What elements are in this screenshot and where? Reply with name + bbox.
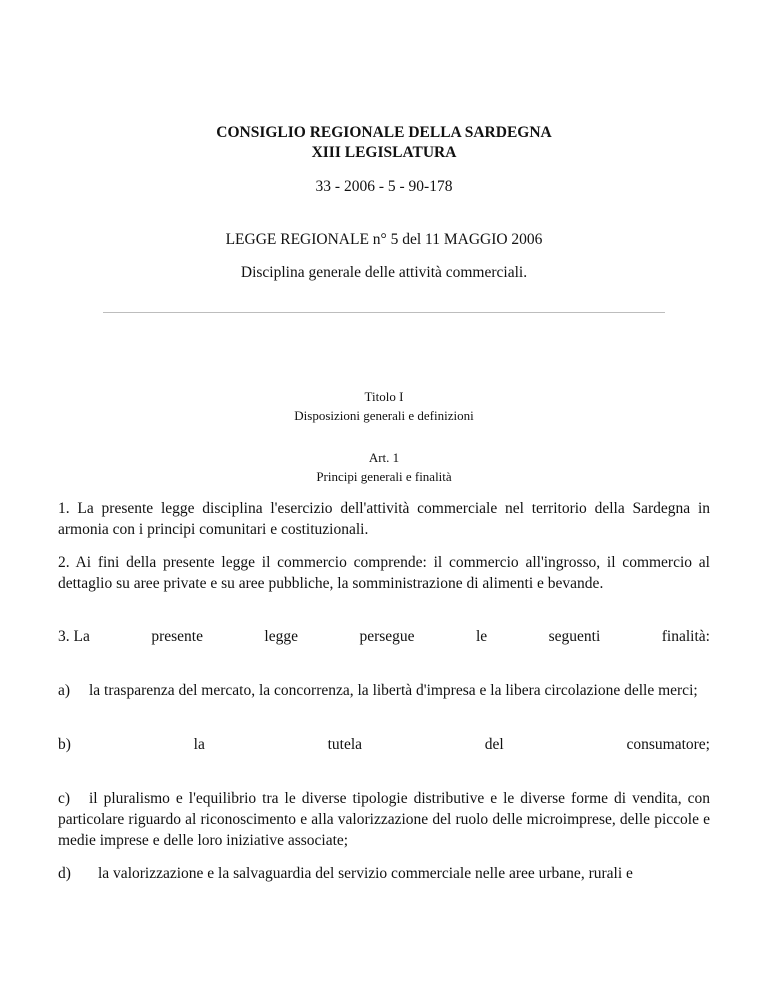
item-a-text: la trasparenza del mercato, la concorrenza, la libertà d'impresa e la libera circolazione delle merci; bbox=[89, 682, 698, 699]
title-name: Disposizioni generali e definizioni bbox=[294, 408, 474, 423]
title-number: Titolo I bbox=[364, 389, 404, 404]
item-b-word: b) bbox=[58, 736, 71, 753]
item-d-label: d) bbox=[58, 865, 71, 882]
item-b-word: tutela bbox=[327, 736, 363, 753]
legislature-heading: XIII LEGISLATURA bbox=[311, 144, 457, 161]
paragraph-1: 1. La presente legge disciplina l'esercizio dell'attività commerciale nel territorio della Sardegna in armonia con i principi comunitari e costituzionali. bbox=[58, 500, 710, 538]
p3-word: presente bbox=[151, 628, 203, 645]
paragraph-3 bbox=[58, 626, 710, 647]
p3-word: seguenti bbox=[548, 628, 601, 645]
paragraph-2: 2. Ai fini della presente legge il commercio comprende: il commercio all'ingrosso, il commercio al dettaglio su aree private e su aree pubbliche, la somministrazione di alimenti e bevande. bbox=[58, 554, 710, 592]
article-name: Principi generali e finalità bbox=[316, 469, 452, 484]
item-b-word: la bbox=[193, 736, 205, 753]
item-a-label: a) bbox=[58, 682, 71, 699]
item-b-word: consumatore; bbox=[626, 736, 710, 753]
document-code: 33 - 2006 - 5 - 90-178 bbox=[315, 178, 453, 195]
law-subject: Disciplina generale delle attività commerciali. bbox=[240, 264, 528, 281]
p3-word: persegue bbox=[359, 628, 415, 645]
p3-word: 3. La bbox=[58, 628, 90, 645]
item-c-text: il pluralismo e l'equilibrio tra le diverse tipologie distributive e le diverse forme di vendita, con particolare riguardo al riconoscimento e alla valorizzazione del ruolo delle microimprese, delle piccole e medie imprese e delle loro iniziative associate; bbox=[58, 790, 710, 849]
law-title: LEGGE REGIONALE n° 5 del 11 MAGGIO 2006 bbox=[225, 231, 543, 248]
article-number: Art. 1 bbox=[368, 450, 400, 465]
p3-word: le bbox=[475, 628, 488, 645]
item-b bbox=[58, 734, 710, 755]
item-c-label: c) bbox=[58, 790, 71, 807]
item-c bbox=[58, 788, 710, 851]
council-heading: CONSIGLIO REGIONALE DELLA SARDEGNA bbox=[216, 124, 552, 141]
horizontal-divider bbox=[103, 312, 665, 313]
p3-word: finalità: bbox=[661, 628, 710, 645]
item-d-text: la valorizzazione e la salvaguardia del servizio commerciale nelle aree urbane, rurali e bbox=[98, 865, 633, 882]
item-b-word: del bbox=[484, 736, 504, 753]
item-d bbox=[58, 863, 710, 884]
p3-word: legge bbox=[264, 628, 298, 645]
item-a bbox=[58, 680, 710, 701]
